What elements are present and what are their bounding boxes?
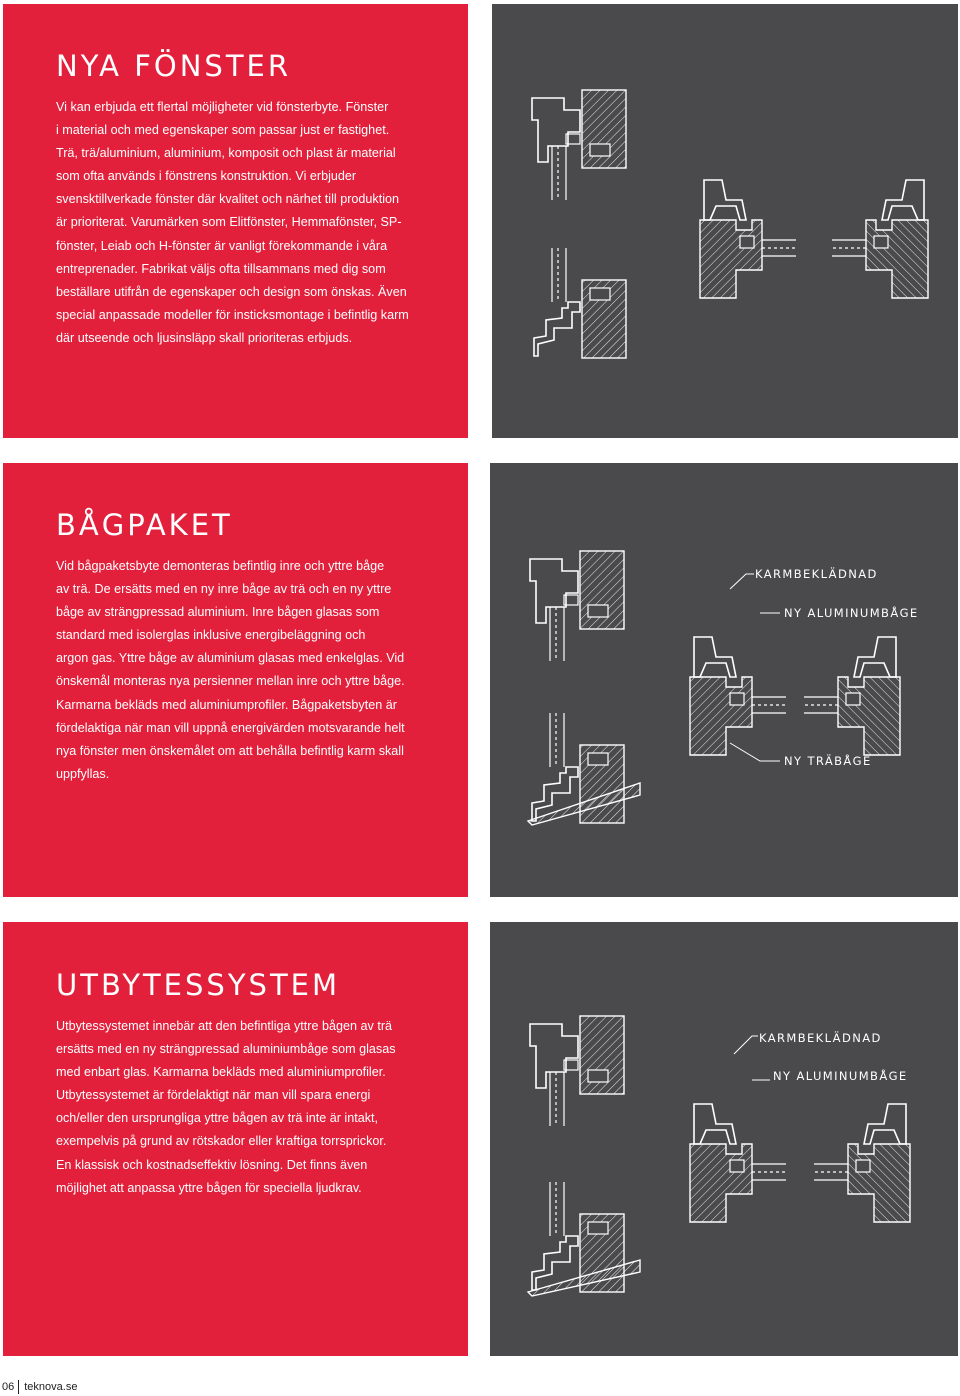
- window-side-profile-left: [690, 1104, 786, 1222]
- body-line: Vi kan erbjuda ett flertal möjligheter vid fönsterbyte. Fönster: [56, 100, 389, 114]
- window-side-profile-left: [690, 637, 786, 755]
- body-line: Karmarna bekläds med aluminiumprofiler. Bågpaketsbyten är: [56, 697, 397, 712]
- footer-site-link[interactable]: teknova.se: [24, 1381, 78, 1393]
- body-line: entreprenader. Fabrikat väljs ofta tillsammans med dig som: [56, 261, 386, 276]
- window-profile-drawing: [492, 4, 958, 438]
- window-side-profile-right: [804, 637, 900, 755]
- body-line: ersätts med en ny strängpressad aluminiumbåge som glasas: [56, 1042, 396, 1057]
- body-line: Utbytessystemet är fördelaktigt när man vill spara energi: [56, 1088, 371, 1103]
- window-side-profile-left: [700, 180, 796, 298]
- body-line: En klassisk och kostnadseffektiv lösning. Det finns även: [56, 1157, 368, 1172]
- body-line: uppfyllas.: [56, 766, 110, 781]
- body-line: fördelaktiga när man vill uppnå energivärden motsvarande helt: [56, 720, 405, 735]
- section-nya-fonster-drawing-panel: [492, 4, 958, 438]
- body-line: där utseende och ljusinsläpp skall prioriteras erbjuds.: [56, 330, 353, 345]
- body-line: argon gas. Yttre båge av aluminium glasas med enkelglas. Vid: [56, 651, 405, 666]
- body-line: standard med isolerglas inklusive energibeläggning och: [56, 628, 366, 643]
- callout-label-karmbekladnad: KARMBEKLÄDNAD: [755, 567, 878, 581]
- body-line: båge av strängpressad aluminium. Inre bågen glasas som: [56, 605, 380, 620]
- window-profile-drawing: [490, 922, 958, 1356]
- section-body: [56, 1015, 418, 1200]
- window-side-profile-right: [832, 180, 928, 298]
- body-line: exempelvis på grund av rötskador eller kraftiga torrsprickor.: [56, 1134, 387, 1149]
- body-line: som ofta används i fönstrens konstruktion. Vi erbjuder: [56, 169, 357, 184]
- body-line: beställare utifrån de egenskaper och design som önskas. Även: [56, 284, 407, 299]
- window-top-profile: [530, 551, 624, 661]
- section-body: [56, 96, 418, 350]
- section-utbytessystem-drawing-panel: [490, 922, 958, 1356]
- body-line: Utbytessystemet innebär att den befintliga yttre bågen av trä: [56, 1019, 393, 1033]
- body-line: Vid bågpaketsbyte demonteras befintlig inre och yttre båge: [56, 559, 385, 573]
- section-heading: NYA FÖNSTER: [56, 49, 292, 83]
- window-bottom-profile: [534, 248, 626, 358]
- body-line: special anpassade modeller för insticksmontage i befintlig karm: [56, 307, 409, 322]
- section-bagpaket-text-panel: [3, 463, 468, 897]
- window-top-profile: [530, 1016, 624, 1126]
- body-line: önskemål monteras nya persienner mellan inre och yttre båge.: [56, 674, 405, 689]
- window-profile-drawing: [490, 463, 958, 897]
- section-body: [56, 555, 418, 786]
- callout-label-ny-aluminumbage: NY ALUMINUMBÅGE: [784, 606, 919, 620]
- window-top-profile: [532, 90, 626, 200]
- body-line: nya fönster men önskemålet om att behålla befintlig karm skall: [56, 743, 404, 758]
- section-heading: UTBYTESSYSTEM: [56, 968, 340, 1002]
- section-bagpaket-drawing-panel: [490, 463, 958, 897]
- body-line: med enbart glas. Karmarna bekläds med aluminiumprofiler.: [56, 1065, 386, 1080]
- page-footer: [2, 1380, 77, 1394]
- body-line: av trä. De ersätts med en ny inre båge av trä och en ny yttre: [56, 582, 392, 597]
- body-line: fönster, Leiab och H-fönster är vanligt förekommande i våra: [56, 238, 388, 253]
- body-line: möjlighet att anpassa yttre bågen för speciella ljudkrav.: [56, 1180, 362, 1195]
- footer-divider: [18, 1380, 19, 1394]
- callout-label-karmbekladnad: KARMBEKLÄDNAD: [759, 1031, 882, 1045]
- body-line: och/eller den ursprungliga yttre bågen av trä inte är intakt,: [56, 1111, 379, 1126]
- section-nya-fonster-text-panel: [3, 4, 468, 438]
- window-side-profile-right: [814, 1104, 910, 1222]
- body-line: Trä, trä/aluminium, aluminium, komposit och plast är material: [56, 146, 396, 161]
- body-line: svensktillverkade fönster där kvalitet och närhet till produktion: [56, 192, 400, 207]
- body-line: är prioriterat. Varumärken som Elitfönster, Hemmafönster, SP-: [56, 215, 402, 230]
- section-heading: BÅGPAKET: [56, 508, 233, 542]
- section-utbytessystem-text-panel: [3, 922, 468, 1356]
- callout-label-ny-trabage: NY TRÄBÅGE: [784, 754, 872, 768]
- body-line: i material och med egenskaper som passar just er fastighet.: [56, 123, 390, 138]
- callout-label-ny-aluminumbage: NY ALUMINUMBÅGE: [773, 1069, 908, 1083]
- page-number: 06: [2, 1381, 15, 1393]
